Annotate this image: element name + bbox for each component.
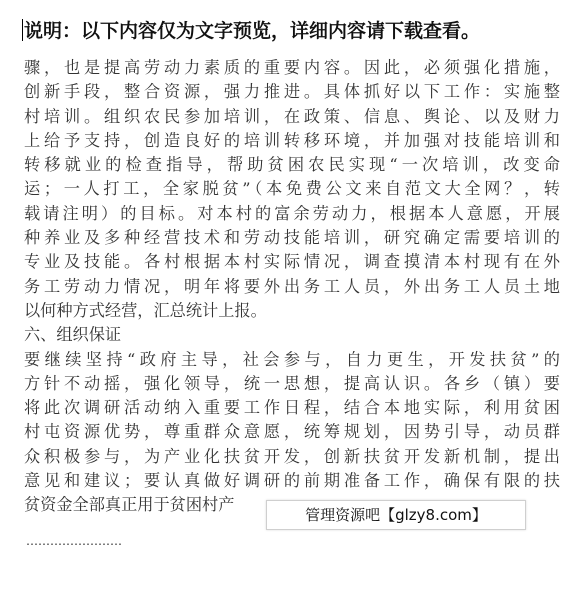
body-line: 村培训。组织农民参加培训，在政策、信息、舆论、以及财力 — [24, 106, 560, 126]
body-line: 骤，也是提高劳动力素质的重要内容。因此，必须强化措施， — [24, 58, 560, 77]
site-watermark: 管理资源吧【glzy8.com】 — [266, 500, 526, 530]
body-line: 众积极参与，为产业化扶贫开发，创新扶贫开发新机制，提出 — [24, 446, 560, 466]
truncation-ellipsis: …………………… — [26, 534, 122, 548]
body-line: 载请注明）的目标。对本村的富余劳动力，根据本人意愿，开展 — [24, 203, 560, 223]
preview-notice-text: 说明：以下内容仅为文字预览，详细内容请下载查看。 — [24, 20, 481, 42]
body-line: 运；一人打工，全家脱贫”（本免费公文来自范文大全网？，转 — [24, 179, 560, 199]
body-line: 以何种方式经营，汇总统计上报。 — [24, 300, 267, 320]
body-line: 专业及技能。各村根据本村实际情况，调查摸清本村现有在外 — [24, 252, 560, 272]
text-cursor — [22, 19, 23, 41]
body-line: 要继续坚持“政府主导，社会参与，自力更生，开发扶贫”的 — [24, 349, 560, 369]
body-line: 将此次调研活动纳入重要工作日程，结合本地实际，利用贫困 — [24, 398, 560, 418]
body-line: 种养业及多种经营技术和劳动技能培训，研究确定需要培训的 — [24, 228, 560, 248]
body-line: 贫资金全部真正用于贫困村产 — [24, 495, 235, 515]
body-line: 村屯资源优势，尊重群众意愿，统筹规划，因势引导，动员群 — [24, 422, 560, 442]
section-heading: 六、组织保证 — [24, 325, 122, 345]
body-line: 方针不动摇，强化领导，统一思想，提高认识。各乡（镇）要 — [24, 373, 560, 393]
body-line: 创新手段，整合资源，强力推进。具体抓好以下工作：实施整 — [24, 82, 560, 102]
body-line: 务工劳动力情况，明年将要外出务工人员，外出务工人员土地 — [24, 276, 560, 296]
preview-notice — [22, 16, 480, 43]
body-line: 上给予支持，创造良好的培训转移环境，并加强对技能培训和 — [24, 130, 560, 150]
document-body — [24, 56, 560, 518]
body-line: 意见和建议；要认真做好调研的前期准备工作，确保有限的扶 — [24, 471, 560, 491]
body-line: 转移就业的检查指导，帮助贫困农民实现“一次培训，改变命 — [24, 155, 560, 175]
